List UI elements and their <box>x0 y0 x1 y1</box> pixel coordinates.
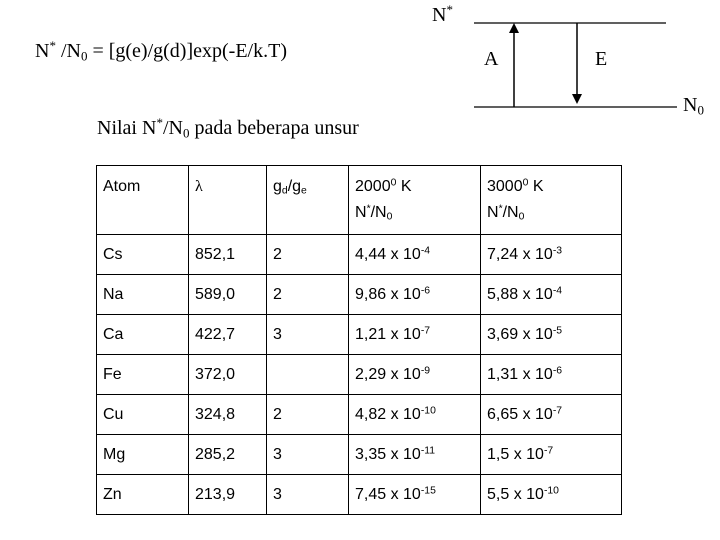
header-t1 <box>349 166 481 235</box>
cell-atom: Fe <box>97 355 189 395</box>
cell-atom: Mg <box>97 435 189 475</box>
cell-ratio-2000k-exp: -6 <box>420 284 431 296</box>
subtitle-part3: pada beberapa unsur <box>189 117 359 139</box>
table-subtitle <box>97 114 359 141</box>
table-row <box>97 275 622 315</box>
cell-lambda: 324,8 <box>189 395 267 435</box>
cell-ratio-3000k-exp: -4 <box>552 284 563 296</box>
cell-ratio-3000k <box>481 355 622 395</box>
header-t2-ratio-sup: * <box>498 203 503 215</box>
table-row <box>97 475 622 515</box>
cell-ratio-2000k-exp: -15 <box>420 484 436 496</box>
formula-rhs: = [g(e)/g(d)]exp(-E/k.T) <box>87 40 287 62</box>
cell-g-ratio: 2 <box>267 395 349 435</box>
cell-ratio-3000k-mantissa: 6,65 x 10 <box>487 405 553 423</box>
cell-ratio-3000k <box>481 235 622 275</box>
formula-lhs-sep: /N <box>55 40 81 62</box>
table-row <box>97 395 622 435</box>
upper-level-sup: * <box>446 1 453 17</box>
table-row <box>97 355 622 395</box>
cell-lambda: 372,0 <box>189 355 267 395</box>
cell-atom: Ca <box>97 315 189 355</box>
formula-lhs-base: N <box>35 40 50 62</box>
cell-ratio-2000k-exp: -9 <box>420 364 431 376</box>
formula-lhs-sub: 0 <box>80 48 88 64</box>
cell-ratio-3000k-exp: -10 <box>543 484 559 496</box>
cell-lambda: 422,7 <box>189 315 267 355</box>
header-t2-temp: 3000 <box>487 178 523 195</box>
header-t2-ratio-sub: 0 <box>518 211 525 223</box>
header-t2-sup: 0 <box>522 177 529 189</box>
cell-atom: Zn <box>97 475 189 515</box>
lower-level-label <box>683 94 704 117</box>
cell-ratio-3000k-mantissa: 3,69 x 10 <box>487 325 553 343</box>
emission-label: E <box>595 48 608 70</box>
upper-level-base: N <box>432 4 447 26</box>
cell-ratio-2000k-mantissa: 7,45 x 10 <box>355 485 421 503</box>
cell-lambda: 213,9 <box>189 475 267 515</box>
header-lambda <box>189 166 267 235</box>
subtitle-sub: 0 <box>182 125 190 141</box>
table-row <box>97 315 622 355</box>
header-t2 <box>481 166 622 235</box>
cell-ratio-3000k-mantissa: 7,24 x 10 <box>487 245 553 263</box>
cell-lambda: 589,0 <box>189 275 267 315</box>
cell-ratio-3000k-exp: -3 <box>552 244 563 256</box>
cell-ratio-3000k-mantissa: 1,31 x 10 <box>487 365 553 383</box>
table-row <box>97 435 622 475</box>
subtitle-part1: Nilai N <box>97 117 157 139</box>
cell-ratio-3000k-exp: -7 <box>552 404 563 416</box>
cell-g-ratio: 3 <box>267 435 349 475</box>
cell-ratio-2000k-exp: -10 <box>420 404 436 416</box>
upper-level-label <box>432 1 453 27</box>
table-row <box>97 235 622 275</box>
header-t2-unit: K <box>528 178 544 195</box>
cell-ratio-3000k <box>481 275 622 315</box>
lower-level-sub: 0 <box>697 102 704 118</box>
cell-ratio-2000k <box>349 235 481 275</box>
cell-g-ratio: 2 <box>267 275 349 315</box>
subtitle-sup: * <box>156 114 163 130</box>
cell-ratio-3000k-exp: -6 <box>552 364 563 376</box>
cell-atom: Cu <box>97 395 189 435</box>
cell-atom: Cs <box>97 235 189 275</box>
cell-ratio-3000k <box>481 395 622 435</box>
header-g-ratio-sub1: d <box>281 185 288 197</box>
cell-g-ratio: 3 <box>267 475 349 515</box>
cell-ratio-2000k-mantissa: 2,29 x 10 <box>355 365 421 383</box>
cell-ratio-2000k <box>349 475 481 515</box>
header-t1-ratio-a: N <box>355 204 367 221</box>
absorption-label: A <box>484 48 499 70</box>
header-g-ratio-g1: g <box>273 178 282 195</box>
cell-ratio-3000k <box>481 435 622 475</box>
cell-ratio-3000k-mantissa: 1,5 x 10 <box>487 445 544 463</box>
header-g-ratio <box>267 166 349 235</box>
cell-ratio-3000k-exp: -5 <box>552 324 563 336</box>
cell-ratio-3000k-mantissa: 5,88 x 10 <box>487 285 553 303</box>
cell-ratio-2000k-mantissa: 9,86 x 10 <box>355 285 421 303</box>
cell-ratio-2000k-mantissa: 3,35 x 10 <box>355 445 421 463</box>
header-g-ratio-sub2: e <box>301 185 307 197</box>
header-t1-temp: 2000 <box>355 178 391 195</box>
cell-ratio-2000k-exp: -7 <box>420 324 431 336</box>
cell-lambda: 285,2 <box>189 435 267 475</box>
header-atom <box>97 166 189 235</box>
subtitle-part2: /N <box>162 117 183 139</box>
cell-ratio-3000k <box>481 475 622 515</box>
cell-g-ratio: 2 <box>267 235 349 275</box>
header-t1-sup: 0 <box>390 177 397 189</box>
cell-ratio-2000k <box>349 275 481 315</box>
cell-ratio-2000k <box>349 395 481 435</box>
header-atom-label: Atom <box>103 178 141 195</box>
cell-ratio-2000k <box>349 355 481 395</box>
cell-atom: Na <box>97 275 189 315</box>
cell-ratio-2000k-mantissa: 4,82 x 10 <box>355 405 421 423</box>
cell-ratio-3000k-mantissa: 5,5 x 10 <box>487 485 544 503</box>
header-t1-ratio-sup: * <box>366 203 371 215</box>
population-ratio-table <box>96 165 622 515</box>
table-header-row <box>97 166 622 235</box>
header-t1-ratio-b: /N <box>370 204 387 221</box>
cell-ratio-2000k <box>349 315 481 355</box>
header-t1-ratio-sub: 0 <box>386 211 393 223</box>
cell-ratio-3000k-exp: -7 <box>543 444 554 456</box>
cell-ratio-2000k-mantissa: 4,44 x 10 <box>355 245 421 263</box>
header-t2-ratio-a: N <box>487 204 499 221</box>
cell-g-ratio <box>267 355 349 395</box>
cell-ratio-2000k-mantissa: 1,21 x 10 <box>355 325 421 343</box>
cell-ratio-3000k <box>481 315 622 355</box>
header-lambda-label: λ <box>195 178 203 195</box>
cell-ratio-2000k-exp: -11 <box>420 444 436 456</box>
formula-lhs-sup: * <box>49 37 56 53</box>
header-g-ratio-sep: /g <box>287 178 302 195</box>
cell-ratio-2000k <box>349 435 481 475</box>
absorption-arrow <box>509 23 519 107</box>
cell-g-ratio: 3 <box>267 315 349 355</box>
emission-arrow <box>572 23 582 104</box>
lower-level-base: N <box>683 94 698 116</box>
cell-ratio-2000k-exp: -4 <box>420 244 431 256</box>
header-t2-ratio-b: /N <box>502 204 519 221</box>
cell-lambda: 852,1 <box>189 235 267 275</box>
header-t1-unit: K <box>396 178 412 195</box>
